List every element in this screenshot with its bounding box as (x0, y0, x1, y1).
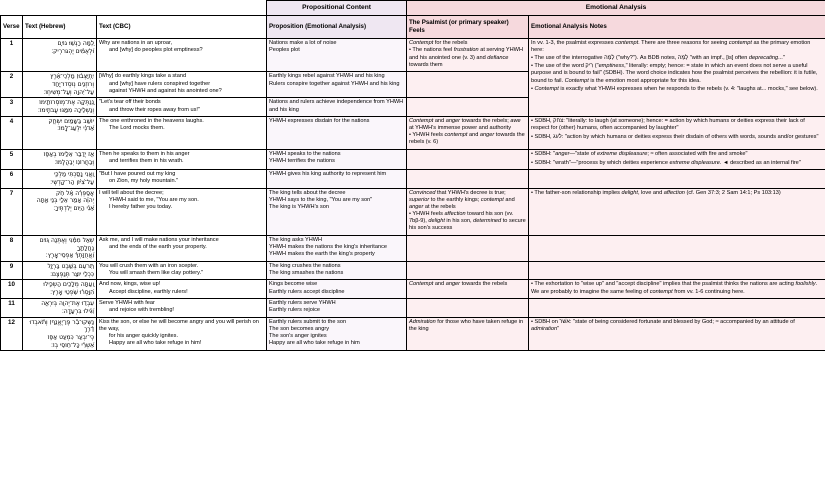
hebrew-line: עִבְד֣וּ אֶת־יְהוָ֣ה בְּיִרְאָ֑ה (41, 300, 94, 308)
verse-number: 4 (1, 116, 23, 149)
hebrew-line: יְהוָ֗ה אָמַ֣ר אֵלַ֣י בְּנִ֣י אַ֑תָּה (36, 197, 94, 205)
verse-number: 3 (1, 98, 23, 116)
table-row (1, 299, 825, 317)
cbc-line: and terrifies them in his wrath. (109, 158, 184, 165)
notes-cell (529, 188, 825, 235)
hebrew-line: וּ֝לְאֻמִּ֗ים יֶהְגּוּ־רִֽיק׃ (51, 47, 94, 55)
cbc-text (97, 280, 267, 299)
cbc-line: for his anger quickly ignites. (109, 332, 179, 339)
cbc-line: and [why] have rulers conspired together (109, 80, 211, 87)
feels-title: Contempt and anger towards the rebels; awe at YHWH's immense power and authority (409, 117, 521, 131)
column-header-proposition: Proposition (Emotional Analysis) (267, 16, 407, 39)
table-row (1, 116, 825, 149)
psalmist-feels-cell (407, 170, 529, 188)
cbc-line: on Zion, my holy mountain." (109, 178, 179, 185)
notes-cell (529, 149, 825, 169)
column-header-hebrew: Text (Hebrew) (23, 16, 97, 39)
proposition-cell (267, 280, 407, 299)
proposition-cell (267, 170, 407, 188)
notes-bullet: • SDBH, צחק: "literally: to laugh (at someone); hence: = action by which humans or deities express their lack of respect for (other) humans, often accompanied by laughter" (531, 117, 805, 131)
psalmist-feels-cell (407, 98, 529, 116)
notes-bullet: • SDBH on אשׁר: "state of being considered fortunate and blessed by God; ≈ accompanied by an attitude of admiration" (531, 318, 795, 332)
hebrew-line: יִ֥תְיַצְּב֨וּ׀ מַלְכֵי־אֶ֗רֶץ (50, 73, 94, 81)
proposition-cell (267, 188, 407, 235)
proposition-item: The king is YHWH's son (269, 203, 330, 210)
feels-title: Admiration for those who have taken refuge in the king (409, 318, 524, 332)
hebrew-text (23, 170, 97, 188)
proposition-cell (267, 98, 407, 116)
table-row (1, 149, 825, 169)
hebrew-line: שְׁאַ֤ל מִמֶּ֗נִּי וְאֶתְּנָ֣ה ג֭וֹיִם נַחֲלָתֶ֑ךָ (39, 237, 94, 252)
verse-number: 9 (1, 262, 23, 280)
proposition-item: Peoples plot (269, 47, 300, 54)
column-header-verse: Verse (1, 16, 23, 39)
hebrew-line: וְ֝גִ֗ילוּ בִּרְעָדָֽה׃ (61, 307, 94, 315)
cbc-line: The one enthroned in the heavens laughs. (99, 117, 204, 124)
cbc-line: Why are nations in an uproar, (99, 40, 173, 47)
hebrew-text (23, 236, 97, 262)
proposition-item: The king smashes the nations (269, 270, 344, 277)
feels-title: Contempt and anger towards the rebels (409, 281, 508, 288)
notes-bullet: • The use of the interrogative לָמָּה ("why?"). As BDB notes, לָמָּה "with an impf., [is] often deprecating..." (531, 54, 785, 61)
psalmist-feels-cell (407, 299, 529, 317)
psalmist-feels-cell (407, 149, 529, 169)
hebrew-text (23, 262, 97, 280)
cbc-line: Then he speaks to them in his anger (99, 150, 190, 157)
notes-cell (529, 280, 825, 299)
hebrew-line: לָ֭מָּה רָגְשׁ֣וּ גוֹיִ֑ם (57, 40, 94, 48)
hebrew-line: כִּכְלִ֖י יוֹצֵ֣ר תְּנַפְּצֵֽם׃ (50, 270, 94, 278)
table-row (1, 280, 825, 299)
proposition-item: The son becomes angry (269, 325, 330, 332)
verse-number: 1 (1, 39, 23, 72)
table-row (1, 170, 825, 188)
column-header-cbc: Text (CBC) (97, 16, 267, 39)
cbc-text (97, 317, 267, 351)
hebrew-line: אֲ֝נִ֗י הַיּ֥וֹם יְלִדְתִּֽיךָ׃ (53, 204, 94, 212)
proposition-cell (267, 299, 407, 317)
proposition-item: Nations and rulers achieve independence from YHWH and his king (269, 99, 404, 113)
table-row (1, 188, 825, 235)
cbc-line: You will smash them like clay pottery." (109, 270, 204, 277)
hebrew-line: וּֽבַחֲרוֹנ֥וֹ יְבַהֲלֵֽמוֹ׃ (54, 158, 94, 166)
proposition-item: Happy are all who take refuge in him (269, 340, 360, 346)
proposition-item: YHWH expresses disdain for the nations (269, 117, 370, 124)
psalmist-feels-cell (407, 188, 529, 235)
hebrew-line: וְ֭עַתָּה מְלָכִ֣ים הַשְׂכִּ֑ילוּ (43, 281, 94, 289)
cbc-line: [Why] do earthly kings take a stand (99, 73, 187, 80)
proposition-cell (267, 39, 407, 72)
cbc-line: Kiss the son, or else he will become angry and you will perish on the way, (99, 318, 259, 332)
verse-number: 5 (1, 149, 23, 169)
proposition-item: Kings become wise (269, 281, 318, 288)
hebrew-text (23, 98, 97, 116)
hebrew-line: וַ֭אֲנִי נָסַ֣כְתִּי מַלְכִּ֑י (54, 171, 94, 179)
notes-bullet: • SDBH: "anger—"state of extreme displeasure; ≈ often associated with fire and smoke" (531, 150, 748, 157)
proposition-cell (267, 317, 407, 351)
feels-bullet: • YHWH feels contempt and anger towards the rebels (v. 6) (409, 132, 525, 146)
hebrew-line: תְּ֭רֹעֵם בְּשֵׁ֣בֶט בַּרְזֶ֑ל (47, 263, 94, 271)
cbc-text (97, 98, 267, 116)
proposition-item: Earthly rulers rejoice (269, 307, 320, 314)
proposition-item: Rulers conspire together against YHWH and his king (269, 80, 400, 87)
proposition-item: Nations make a lot of noise (269, 40, 337, 47)
table-row (1, 236, 825, 262)
hebrew-text (23, 116, 97, 149)
feels-title: Convinced that YHWH's decree is true; superior to the earthly kings; contempt and anger at the rebels (409, 189, 515, 210)
hebrew-text (23, 280, 97, 299)
feels-bullet: • The nations feel frustration at serving YHWH and his anointed one (v. 3) and defiance towards them (409, 47, 524, 68)
table-row (1, 262, 825, 280)
hebrew-line: הִ֝וָּסְר֗וּ שֹׁ֣פְטֵי אָֽרֶץ׃ (50, 289, 94, 297)
cbc-text (97, 116, 267, 149)
column-header-row (1, 16, 825, 39)
proposition-item: Earthly rulers accept discipline (269, 288, 345, 295)
hebrew-line: יוֹשֵׁ֣ב בַּשָּׁמַ֣יִם יִשְׂחָ֑ק (48, 117, 94, 125)
verse-number: 8 (1, 236, 23, 262)
group-header-blank (1, 1, 267, 16)
verse-number: 10 (1, 280, 23, 299)
hebrew-line: עַל־יְ֝הוָה וְעַל־מְשִׁיחֽוֹ׃ (43, 88, 94, 96)
cbc-line: against YHWH and against his anointed one? (109, 87, 222, 94)
verse-number: 11 (1, 299, 23, 317)
hebrew-line: וַ֝אֲחֻזָּתְךָ֗ אַפְסֵי־אָֽרֶץ׃ (45, 252, 94, 260)
cbc-text (97, 188, 267, 235)
cbc-line: And now, kings, wise up! (99, 281, 161, 288)
cbc-line: "Let's tear off their bonds (99, 99, 161, 106)
hebrew-line: אֲ֝דֹנָ֗י יִלְעַג־לָֽמוֹ׃ (57, 125, 94, 133)
cbc-line: and rejoice with trembling! (109, 307, 174, 314)
notes-cell (529, 236, 825, 262)
hebrew-text (23, 72, 97, 98)
notes-bullet: • SDBH: "wrath"—"process by which deities experience extreme displeasure. ◄ described as an internal fire" (531, 159, 801, 166)
cbc-line: YHWH said to me, "You are my son. (109, 196, 199, 203)
proposition-item: YHWH terrifies the nations (269, 158, 335, 165)
notes-bullet: • SDBH, לעג: "action by which humans or deities express their disdain of others with words, sounds and/or gestures" (531, 133, 819, 140)
verse-number: 7 (1, 188, 23, 235)
notes-cell (529, 262, 825, 280)
proposition-item: The king asks YHWH (269, 237, 323, 244)
hebrew-text (23, 299, 97, 317)
group-header-row (1, 1, 825, 16)
psalmist-feels-cell (407, 280, 529, 299)
proposition-cell (267, 116, 407, 149)
hebrew-line: וְרוֹזְנִ֥ים נֽוֹסְדוּ־יָ֑חַד (51, 81, 94, 89)
proposition-cell (267, 149, 407, 169)
proposition-item: The king crushes the nations (269, 263, 341, 270)
notes-bullet: • Contempt is exactly what YHWH expresses when he responds to the rebels (v. 4: "laughs at... mocks," see below). (531, 86, 818, 93)
proposition-item: Earthly rulers serve YHWH (269, 300, 336, 307)
hebrew-text (23, 39, 97, 72)
notes-cell (529, 116, 825, 149)
column-header-psalmist-feels: The Psalmist (or primary speaker) Feels (407, 16, 529, 39)
notes-bullet: • The use of the word רִיק ("emptiness," literally: empty; hence: = state in which an event does not serve a useful purpose and is bound to fail" (SDBH). The word choice indicates how the psalmist perceives the rebellion: it is futile, bound to fail. Contempt is the emotion most appropriate for this idea. (531, 63, 818, 84)
proposition-item: The king tells about the decree (269, 189, 346, 196)
feels-bullet: • YHWH feels affection toward his son (vv. 7bβ-9), delight in his son, determined to secure his son's success (409, 211, 526, 232)
column-header-notes: Emotional Analysis Notes (529, 16, 825, 39)
cbc-line: I hereby father you today. (109, 203, 173, 210)
verse-number: 12 (1, 317, 23, 351)
cbc-line: The Lord mocks them. (109, 124, 165, 131)
proposition-item: Earthly kings rebel against YHWH and his king (269, 73, 385, 80)
psalmist-feels-cell (407, 236, 529, 262)
notes-cell (529, 299, 825, 317)
verse-number: 2 (1, 72, 23, 98)
proposition-cell (267, 262, 407, 280)
table-row (1, 317, 825, 351)
proposition-item: YHWH says to the king, "You are my son" (269, 196, 373, 203)
hebrew-text (23, 317, 97, 351)
proposition-item: YHWH speaks to the nations (269, 150, 341, 157)
cbc-text (97, 149, 267, 169)
notes-bullet: • The exhortation to "wise up" and "accept discipline" implies that the psalmist thinks the nations are acting foolishly. We are probably to imagine the same feeling of contempt from vv. 1-6 continuing here. (531, 281, 818, 295)
cbc-line: Serve YHWH with fear (99, 300, 155, 307)
proposition-item: The son's anger ignites (269, 332, 327, 339)
notes-intro: In vv. 1-3, the psalmist expresses contempt. There are three reasons for seeing contempt as the primary emotion here: (531, 40, 811, 54)
hebrew-line: עַל־צִ֝יּ֗וֹן הַר־קָדְשִֽׁי׃ (50, 178, 94, 186)
psalmist-feels-cell (407, 262, 529, 280)
group-header-emotional: Emotional Analysis (407, 1, 825, 16)
table-row (1, 39, 825, 72)
cbc-text (97, 72, 267, 98)
cbc-text (97, 236, 267, 262)
cbc-line: and throw their ropes away from us!" (109, 106, 200, 113)
feels-title: Contempt for the rebels (409, 40, 468, 47)
group-header-propositional: Propositional Content (267, 1, 407, 16)
notes-cell (529, 170, 825, 188)
notes-cell (529, 317, 825, 351)
notes-cell (529, 39, 825, 116)
cbc-text (97, 299, 267, 317)
psalmist-feels-cell (407, 72, 529, 98)
cbc-line: You will crush them with an iron scepter. (99, 263, 199, 270)
hebrew-line: וְנַשְׁלִ֖יכָה מִמֶּ֣נּוּ עֲבֹתֵֽימוֹ׃ (38, 107, 94, 115)
proposition-cell (267, 72, 407, 98)
cbc-line: Ask me, and I will make nations your inheritance (99, 237, 219, 244)
proposition-item: Earthly rulers submit to the son (269, 318, 347, 325)
proposition-item: YHWH makes the nations the king's inheritance (269, 244, 387, 251)
hebrew-line: אֲסַפְּרָ֗ה אֶֽ֫ל חֹ֥ק (56, 189, 94, 197)
cbc-line: I will tell about the decree; (99, 189, 164, 196)
cbc-line: "But I have poured out my king (99, 171, 176, 178)
hebrew-line: נַשְּׁקוּ־בַ֡ר פֶּן־יֶאֱנַ֤ף׀ וְתֹ֬אבְדוּ דֶ֗רֶךְ (29, 318, 94, 334)
proposition-cell (267, 236, 407, 262)
cbc-text (97, 39, 267, 72)
cbc-text (97, 262, 267, 280)
hebrew-line: נְֽ֭נַתְּקָה אֶת־מֽוֹסְרוֹתֵ֑ימוֹ (39, 99, 94, 107)
psalmist-feels-cell (407, 116, 529, 149)
cbc-line: Accept discipline, earthly rulers! (109, 288, 188, 295)
verse-number: 6 (1, 170, 23, 188)
cbc-line: Happy are all who take refuge in him! (109, 340, 202, 346)
proposition-item: YHWH makes the earth the king's property (269, 251, 375, 258)
proposition-item: YHWH gives his king authority to represent him (269, 171, 387, 178)
hebrew-text (23, 149, 97, 169)
hebrew-line: כִּֽי־יִבְעַ֣ר כִּמְעַ֣ט אַפּ֑וֹ (47, 333, 94, 341)
cbc-text (97, 170, 267, 188)
hebrew-line: אָ֤ז יְדַבֵּ֣ר אֵלֵ֣ימוֹ בְאַפּ֑וֹ (43, 150, 94, 158)
cbc-line: and [why] do peoples plot emptiness? (109, 47, 203, 54)
hebrew-text (23, 188, 97, 235)
hebrew-line: אַ֝שְׁרֵ֗י כָּל־ח֥וֹסֵי בֽוֹ׃ (51, 341, 94, 349)
psalmist-feels-cell (407, 39, 529, 72)
psalmist-feels-cell (407, 317, 529, 351)
cbc-line: and the ends of the earth your property. (109, 244, 207, 251)
notes-bullet: • The father-son relationship implies delight, love and affection (cf. Gen 37:3; 2 Sam 14:1; Ps 103:13) (531, 189, 781, 196)
